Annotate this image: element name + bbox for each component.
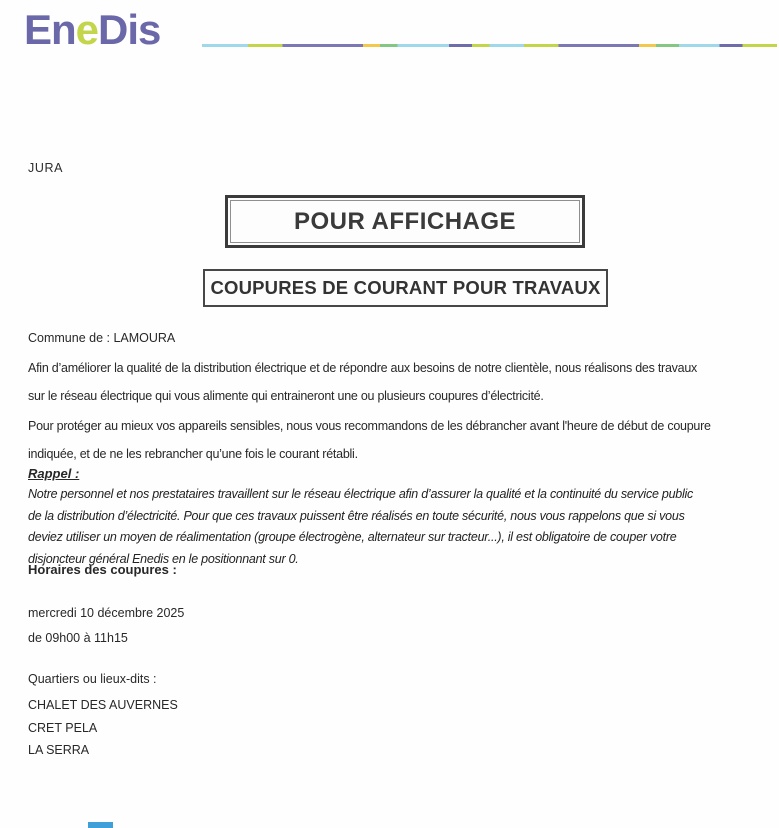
places-heading: Quartiers ou lieux-dits : [28, 672, 157, 686]
intro-paragraph-line: Afin d’améliorer la qualité de la distribution électrique et de répondre aux besoins de notre clientèle, nous réalisons des travaux [28, 361, 698, 375]
place-item: CHALET DES AUVERNES [28, 698, 178, 712]
logo-text-part3: Dis [98, 6, 161, 53]
advice-paragraph [28, 412, 711, 468]
rappel-paragraph [28, 484, 693, 570]
advice-paragraph-line: indiquée, et de ne les rebrancher qu’une fois le courant rétabli. [28, 447, 358, 461]
rappel-paragraph-line: disjoncteur général Enedis en le positionnant sur 0. [28, 551, 299, 566]
schedule-heading: Horaires des coupures : [28, 562, 177, 577]
schedule-time: de 09h00 à 11h15 [28, 631, 128, 645]
region-label: JURA [28, 161, 64, 175]
rappel-paragraph-line: Notre personnel et nos prestataires travaillent sur le réseau électrique afin d’assurer la qualité et la continuité du service public [28, 487, 694, 501]
banner-coupures: COUPURES DE COURANT POUR TRAVAUX [203, 269, 608, 307]
places-list [28, 694, 178, 762]
banner-pour-affichage-text: POUR AFFICHAGE [230, 200, 580, 243]
rappel-paragraph-line: deviez utiliser un moyen de réalimentation (groupe électrogène, alternateur sur tracteur...), il est obligatoire de couper votre [28, 530, 677, 544]
rappel-paragraph-line: de la distribution d’électricité. Pour que ces travaux puissent être réalisés en toute sécurité, nous vous rappelons que si vous [28, 508, 685, 523]
schedule-date: mercredi 10 décembre 2025 [28, 606, 185, 620]
intro-paragraph [28, 354, 697, 410]
intro-paragraph-line: sur le réseau électrique qui vous alimente qui entraineront une ou plusieurs coupures d’électricité. [28, 389, 544, 403]
banner-pour-affichage [225, 195, 585, 248]
place-item: CRET PELA [28, 720, 98, 735]
brand-divider-line [202, 44, 777, 47]
advice-paragraph-line: Pour protéger au mieux vos appareils sensibles, nous vous recommandons de les débrancher avant l'heure de début de coupure [28, 419, 711, 433]
logo-text-part1: En [24, 6, 76, 53]
logo-text-part2: e [75, 6, 99, 53]
rappel-heading: Rappel : [28, 466, 80, 481]
commune-line: Commune de : LAMOURA [28, 331, 176, 345]
scan-artifact-mark [88, 822, 113, 828]
enedis-logo [24, 6, 160, 54]
place-item: LA SERRA [28, 743, 90, 757]
